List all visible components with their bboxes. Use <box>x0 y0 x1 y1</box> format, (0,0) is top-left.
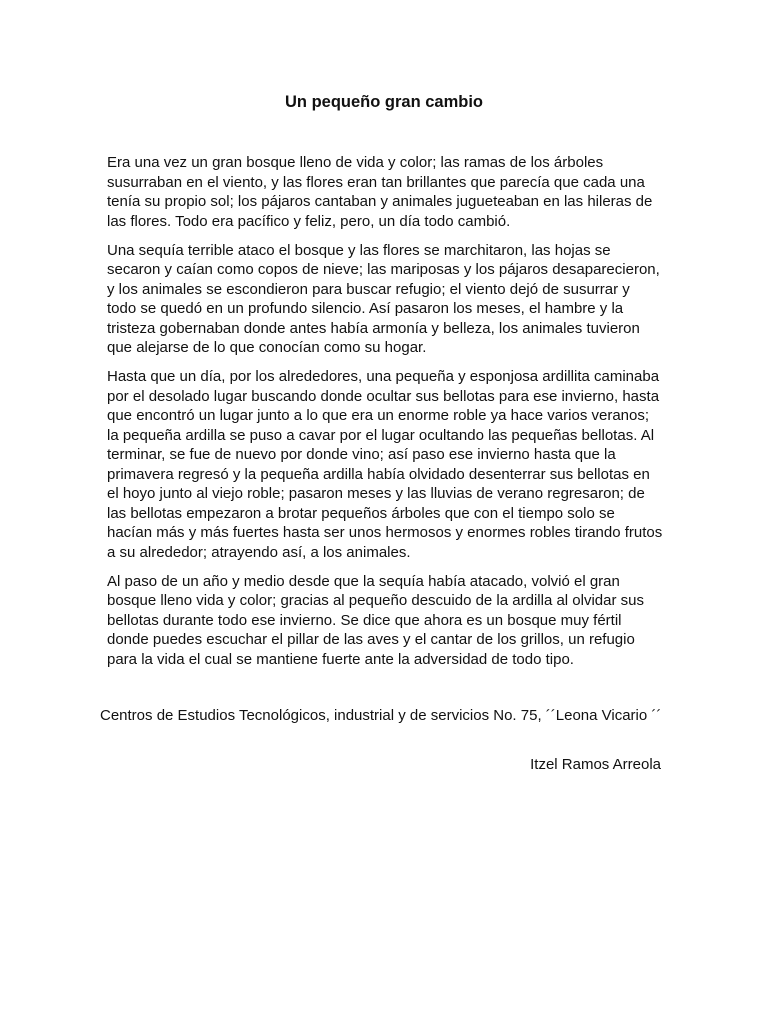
story-body <box>107 153 663 679</box>
paragraph-2: Una sequía terrible ataco el bosque y las flores se marchitaron, las hojas se secaron y caían como copos de nieve; las mariposas y los pájaros desaparecieron, y los animales se escondieron para buscar refugio; el viento dejó de susurrar y todo se quedó en un profundo silencio. Así pasaron los meses, el hambre y la tristeza gobernaban donde antes había armonía y belleza, los animales tuvieron que alejarse de lo que conocían como su hogar. <box>107 241 660 356</box>
paragraph-1: Era una vez un gran bosque lleno de vida y color; las ramas de los árboles susurraban en el viento, y las flores eran tan brillantes que parecía que cada una tenía su propio sol; los pájaros cantaban y animales jugueteaban en las hileras de las flores. Todo era pacífico y feliz, pero, un día todo cambió. <box>107 154 653 230</box>
institution-line: Centros de Estudios Tecnológicos, industrial y de servicios No. 75, ´´Leona Vicario ´´ <box>100 707 661 724</box>
paragraph-4: Al paso de un año y medio desde que la sequía había atacado, volvió el gran bosque lleno vida y color; gracias al pequeño descuido de la ardilla al olvidar sus bellotas durante todo ese invierno. Se dice que ahora es un bosque muy fértil donde puedes escuchar el pillar de las aves y el cantar de los grillos, un refugio para la vida el cual se mantiene fuerte ante la adversidad de todo tipo. <box>107 572 644 668</box>
document-title: Un pequeño gran cambio <box>284 93 484 111</box>
author-name: Itzel Ramos Arreola <box>530 756 661 773</box>
paragraph-3: Hasta que un día, por los alrededores, una pequeña y esponjosa ardillita caminaba por el desolado lugar buscando donde ocultar sus bellotas para ese invierno, hasta que encontró un lugar junto a lo que era un enorme roble ya hace varios veranos; la pequeña ardilla se puso a cavar por el lugar ocultando las pequeñas bellotas. Al terminar, se fue de nuevo por donde vino; así paso ese invierno hasta que la primavera regresó y la pequeña ardilla había olvidado desenterrar sus bellotas en el hoyo junto al viejo roble; pasaron meses y las lluvias de verano regresaron; de las bellotas empezaron a brotar pequeños árboles que con el tiempo solo se hacían más y más fuertes hasta ser unos hermosos y enormes robles tirando frutos a su alrededor; atrayendo así, a los animales. <box>107 368 663 561</box>
